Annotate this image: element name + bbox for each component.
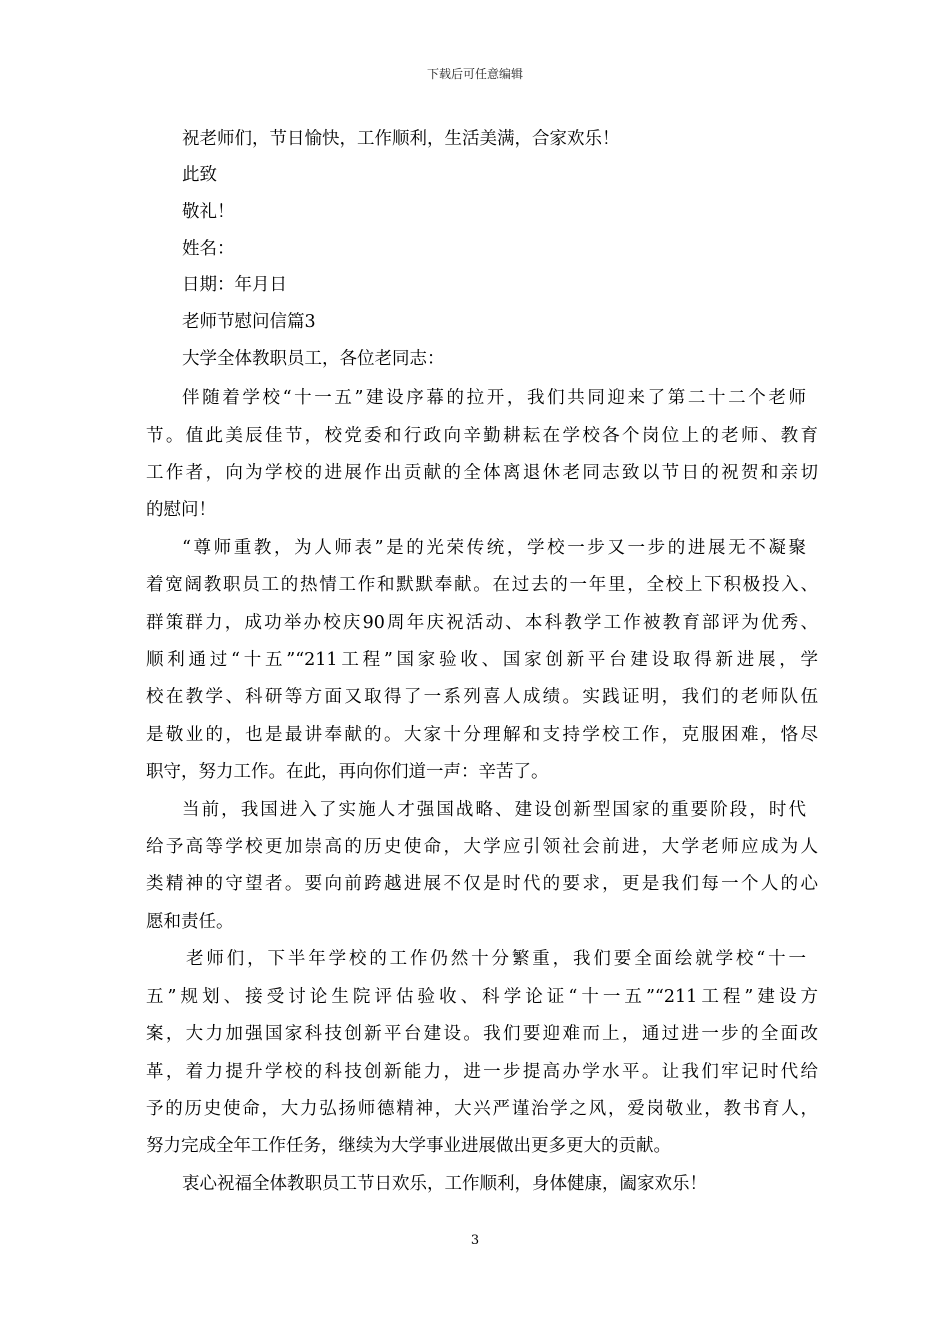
paragraph-line: 予的历史使命，大力弘扬师德精神，大兴严谨治学之风，爱岗敬业，教书育人，	[146, 1099, 818, 1119]
paragraph-line: 着宽阔教职员工的热情工作和默默奉献。在过去的一年里，全校上下积极投入、	[146, 575, 818, 595]
paragraph-line: 是敬业的，也是最讲奉献的。大家十分理解和支持学校工作，克服困难，恪尽	[146, 725, 818, 745]
salutation-jingli: 敬礼！	[182, 202, 235, 222]
paragraph-line: 当前，我国进入了实施人才强国战略、建设创新型国家的重要阶段，时代	[182, 800, 806, 820]
paragraph-line: 工作者，向为学校的进展作出贡献的全体离退休老同志致以节日的祝贺和亲切	[146, 463, 818, 483]
letter-greeting: 大学全体教职员工，各位老同志：	[182, 349, 445, 369]
closing-wish: 祝老师们，节日愉快，工作顺利，生活美满，合家欢乐！	[182, 129, 620, 149]
paragraph-line: 伴随着学校“十一五”建设序幕的拉开，我们共同迎来了第二十二个老师	[182, 388, 806, 408]
paragraph-line: 校在教学、科研等方面又取得了一系列喜人成绩。实践证明，我们的老师队伍	[146, 687, 818, 707]
paragraph-line: 努力完成全年工作任务，继续为大学事业进展做出更多更大的贡献。	[146, 1136, 671, 1156]
paragraph-line: 节。值此美辰佳节，校党委和行政向辛勤耕耘在学校各个岗位上的老师、教育	[146, 426, 818, 446]
paragraph-line: 案，大力加强国家科技创新平台建设。我们要迎难而上，通过进一步的全面改	[146, 1024, 818, 1044]
signature-date: 日期：年月日	[182, 275, 287, 295]
paragraph-line: 愿和责任。	[146, 912, 234, 932]
paragraph-line: 顺利通过“十五”“211工程”国家验收、国家创新平台建设取得新进展，学	[146, 650, 818, 670]
paragraph-line: 五”规划、接受讨论生院评估验收、科学论证“十一五”“211工程”建设方	[146, 987, 818, 1007]
signature-name: 姓名：	[182, 239, 235, 259]
header-note: 下载后可任意编辑	[426, 67, 523, 81]
paragraph-line: “尊师重教，为人师表”是的光荣传统，学校一步又一步的进展无不凝聚	[182, 538, 806, 558]
paragraph-line: 群策群力，成功举办校庆90周年庆祝活动、本科教学工作被教育部评为优秀、	[146, 613, 818, 633]
paragraph-line: 类精神的守望者。要向前跨越进展不仅是时代的要求，更是我们每一个人的心	[146, 874, 818, 894]
paragraph-line: 老师们，下半年学校的工作仍然十分繁重，我们要全面绘就学校“十一	[186, 949, 806, 969]
paragraph-line: 的慰问！	[146, 500, 216, 520]
paragraph-line: 职守，努力工作。在此，再向你们道一声：辛苦了。	[146, 762, 549, 782]
salutation-cizhi: 此致	[182, 165, 217, 185]
paragraph-line: 革，着力提升学校的科技创新能力，进一步提高办学水平。让我们牢记时代给	[146, 1062, 818, 1082]
section-title: 老师节慰问信篇3	[182, 312, 316, 332]
page-number: 3	[470, 1233, 480, 1248]
paragraph-line: 给予高等学校更加崇高的历史使命，大学应引领社会前进，大学老师应成为人	[146, 837, 818, 857]
final-blessing: 衷心祝福全体教职员工节日欢乐，工作顺利，身体健康，阖家欢乐！	[182, 1174, 707, 1194]
